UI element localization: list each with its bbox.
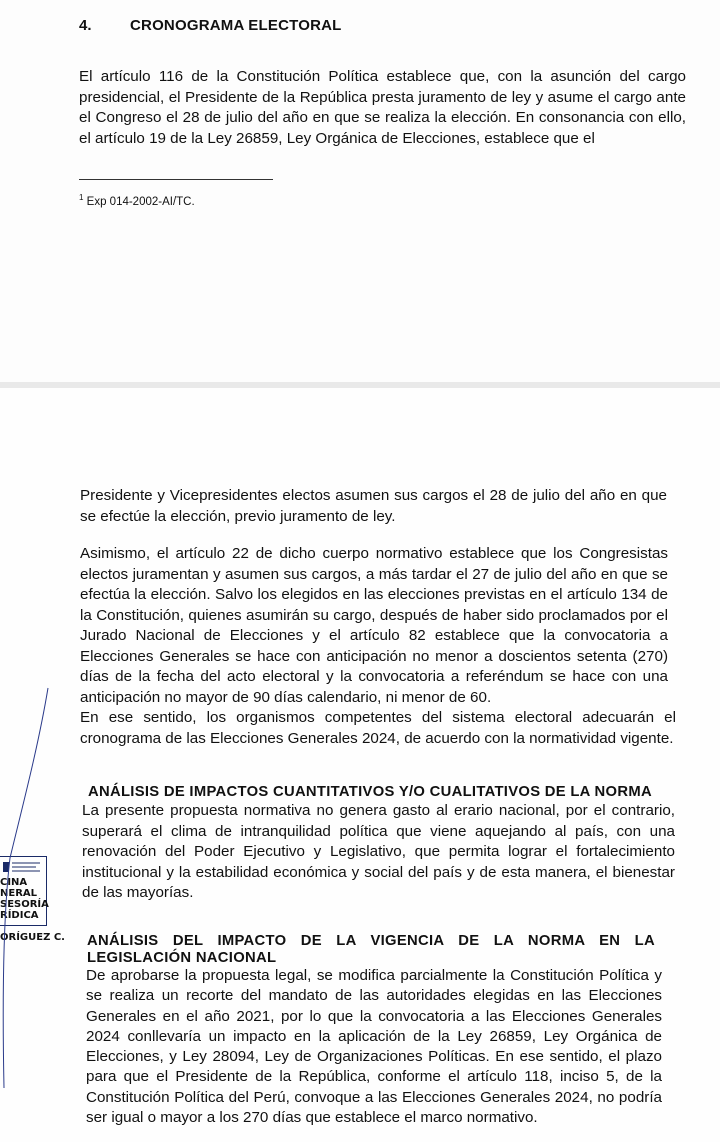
paragraph-impact-analysis: La presente propuesta normativa no genera gasto al erario nacional, por el contrario, superará el clima de intranquilidad política que viene aquejando al país, con una renovación del Poder Ejecutivo y Legislativo, que permita lograr el fortalecimiento institucional y la estabilidad económica y social del país y de esta manera, el bienestar de las mayorías. (82, 802, 675, 901)
paragraph-schedule-adjustment: En ese sentido, los organismos competentes del sistema electoral adecuarán el cronograma de las Elecciones Generales 2024, de acuerdo con la normatividad vigente. (80, 709, 676, 747)
stamp-line-1: CINA (0, 877, 28, 888)
stamp-line-2: NERAL (0, 888, 38, 899)
footnote (79, 193, 195, 208)
document-page-2 (0, 388, 720, 1142)
heading-legislation-impact: ANÁLISIS DEL IMPACTO DE LA VIGENCIA DE LA NORMA EN LA LEGISLACIÓN NACIONAL (87, 933, 655, 966)
stamp-signature-name: ORÍGUEZ C. (0, 932, 65, 943)
paragraph-congress-assumption: Asimismo, el artículo 22 de dicho cuerpo normativo establece que los Congresistas electos juramentan y asumen sus cargos, a más tardar el 27 de julio del año en que se efectúa la elección. Salvo los elegidos en las elecciones previstas en el artículo 134 de la Constitución, quienes asumirán su cargo, después de haber sido proclamados por el Jurado Nacional de Elecciones y el artículo 82 establece que la convocatoria a Elecciones Generales se hace con anticipación no menor a doscientos setenta (270) días de la fecha del acto electoral y la convocatoria a referéndum se hace con una anticipación no mayor de 90 días calendario, ni menor de 60. (80, 545, 668, 706)
footnote-divider (79, 179, 273, 180)
stamp-line-3: SESORÍA (0, 899, 49, 910)
document-page-1 (0, 0, 720, 382)
stamp-emblem-icon (2, 860, 42, 874)
footnote-text: Exp 014-2002-AI/TC. (86, 195, 195, 208)
paragraph-electoral-schedule: El artículo 116 de la Constitución Política establece que, con la asunción del cargo presidencial, el Presidente de la República presta juramento de ley y asume el cargo ante el Congreso el 28 de julio del año en que se realiza la elección. En consonancia con ello, el artículo 19 de la Ley 26859, Ley Orgánica de Elecciones, establece que el (79, 68, 686, 147)
paragraph-president-assumption: Presidente y Vicepresidentes electos asumen sus cargos el 28 de julio del año en que se efectúe la elección, previo juramento de ley. (80, 487, 667, 525)
section-title: CRONOGRAMA ELECTORAL (130, 17, 342, 34)
heading-impact-analysis: ANÁLISIS DE IMPACTOS CUANTITATIVOS Y/O CUALITATIVOS DE LA NORMA (88, 784, 652, 800)
stamp-line-4: RÍDICA (0, 910, 39, 921)
office-stamp (0, 856, 47, 926)
footnote-marker: 1 (79, 193, 84, 202)
section-number: 4. (79, 17, 92, 34)
paragraph-legislation-impact: De aprobarse la propuesta legal, se modifica parcialmente la Constitución Política y se realiza un recorte del mandato de las autoridades elegidas en las Elecciones Generales en el año 2021, por lo que la convocatoria a las Elecciones Generales 2024 conllevaría un impacto en la aplicación de la Ley 26859, Ley Orgánica de Elecciones, y Ley 28094, Ley de Organizaciones Políticas. En ese sentido, el plazo para que el Presidente de la República, conforme el artículo 118, inciso 5, de la Constitución Política del Perú, convoque a las Elecciones Generales 2024, no podría ser igual o mayor a los 270 días que establece el marco normativo. (86, 967, 662, 1127)
